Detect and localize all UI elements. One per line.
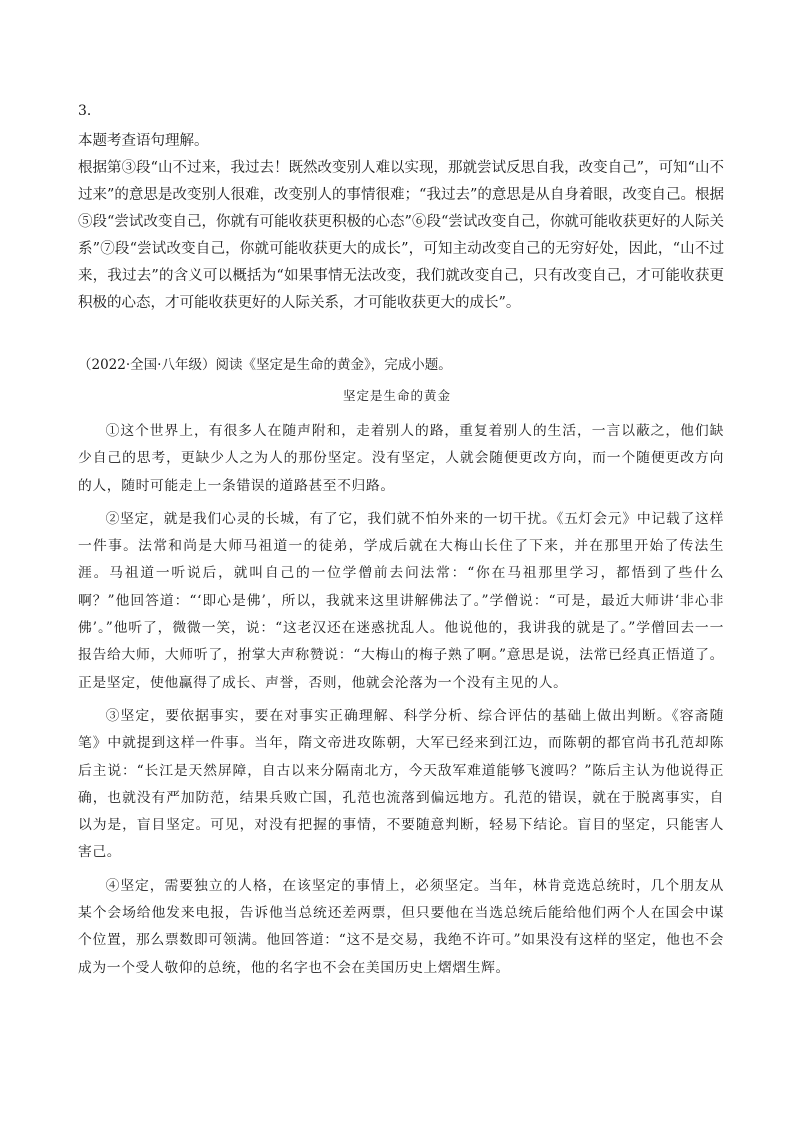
article-paragraph-3: ③坚定，要依据事实，要在对事实正确理解、科学分析、综合评估的基础上做出判断。《容斋随笔》中就提到这样一件事。当年，隋文帝进攻陈朝，大军已经来到江边，而陈朝的都官尚书孔范却陈后主说：“长江是天然屏障，自古以来分隔南北方，今天敌军难道能够飞渡吗？”陈后主认为他说得正确，也就没有严加防范，结果兵败亡国，孔范也流落到偏远地方。孔范的错误，就在于脱离事实，自以为是，盲目坚定。可见，对没有把握的事情，不要随意判断，轻易下结论。盲目的坚定，只能害人害己。 bbox=[78, 707, 724, 861]
article-title: 坚定是生命的黄金 bbox=[342, 388, 451, 403]
question-number: 3． bbox=[78, 103, 101, 119]
article-paragraph-2: ②坚定，就是我们心灵的长城，有了它，我们就不怕外来的一切干扰。《五灯会元》中记载了这样一件事。法常和尚是大师马祖道一的徒弟，学成后就在大梅山长住了下来，并在那里开始了传法生涯。马祖道一听说后，就叫自己的一位学僧前去问法常：“你在马祖那里学习，都悟到了些什么啊？”他回答道：“‘即心是佛’，所以，我就来这里讲解佛法了。”学僧说：“可是，最近大师讲‘非心非佛’。”他听了，微微一笑，说：“这老汉还在迷惑扰乱人。他说他的，我讲我的就是了。”学僧回去一一报告给大师，大师听了，拊掌大声称赞说：“大梅山的梅子熟了啊。”意思是说，法常已经真正悟道了。正是坚定，使他赢得了成长、声誉，否则，他就会沦落为一个没有主见的人。 bbox=[78, 510, 724, 691]
explanation-topic: 本题考查语句理解。 bbox=[78, 133, 209, 149]
answer-explanation bbox=[78, 128, 724, 317]
article-paragraph-4: ④坚定，需要独立的人格，在该坚定的事情上，必须坚定。当年，林肯竞选总统时，几个朋友从某个会场给他发来电报，告诉他当总统还差两票，但只要他在当选总统后能给他们两个人在国会中谋个位置，那么票数即可领满。他回答道：“这不是交易，我绝不许可。”如果没有这样的坚定，他也不会成为一个受人敬仰的总统，他的名字也不会在美国历史上熠熠生辉。 bbox=[78, 877, 724, 976]
article-body bbox=[78, 418, 724, 988]
article-paragraph-1: ①这个世界上，有很多人在随声附和，走着别人的路，重复着别人的生活，一言以蔽之，他们缺少自己的思考，更缺少人之为人的那份坚定。没有坚定，人就会随便更改方向，而一个随便更改方向的人，随时可能走上一条错误的道路甚至不归路。 bbox=[78, 423, 724, 494]
reading-source-line: （2022·全国·八年级）阅读《坚定是生命的黄金》，完成小题。 bbox=[78, 357, 452, 373]
explanation-analysis: 根据第③段“山不过来，我过去！既然改变别人难以实现，那就尝试反思自我，改变自己”，可知“山不过来”的意思是改变别人很难，改变别人的事情很难；“我过去”的意思是从自身着眼，改变自己。根据⑤段“尝试改变自己，你就有可能收获更积极的心态”⑥段“尝试改变自己，你就可能收获更好的人际关系”⑦段“尝试改变自己，你就可能收获更大的成长”，可知主动改变自己的无穷好处，因此，“山不过来，我过去”的含义可以概括为“如果事情无法改变，我们就改变自己，只有改变自己，才可能收获更积极的心态，才可能收获更好的人际关系，才可能收获更大的成长”。 bbox=[78, 160, 724, 311]
